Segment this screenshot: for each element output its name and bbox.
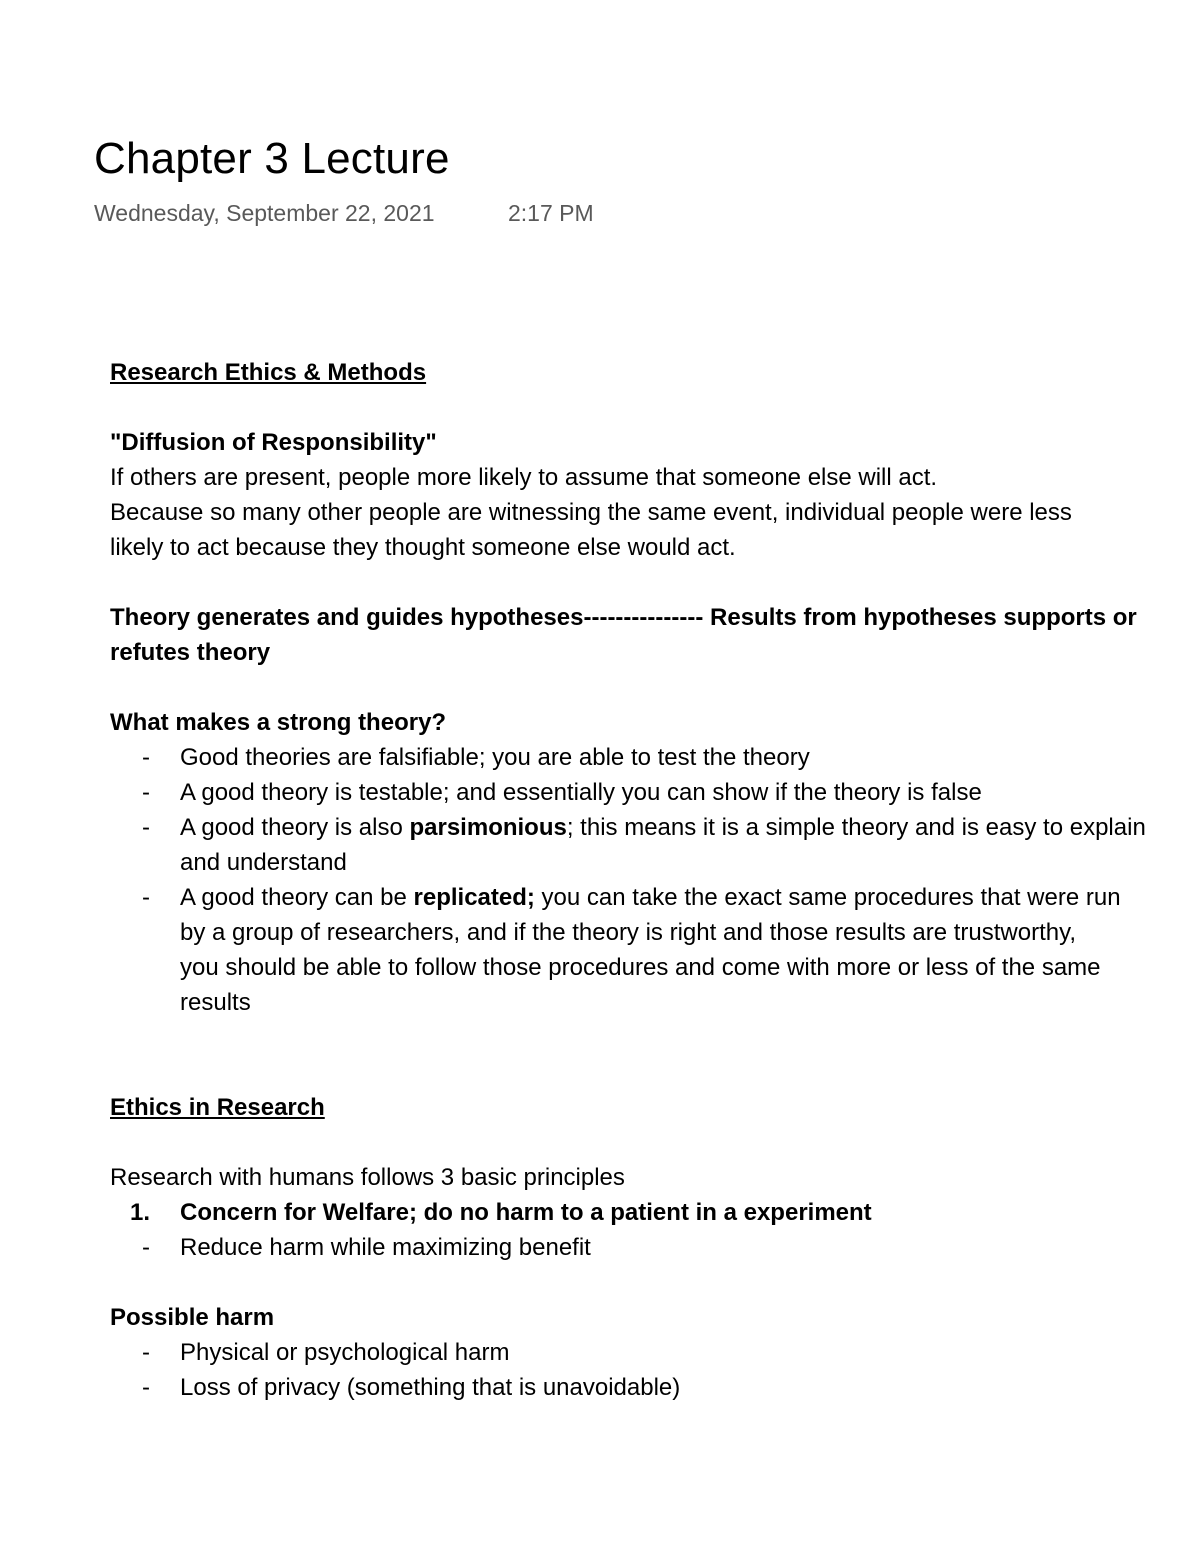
page-date: Wednesday, September 22, 2021 xyxy=(94,200,435,226)
list-item xyxy=(110,1195,1200,1230)
principle-sub-list xyxy=(110,1230,1200,1265)
paragraph-line: If others are present, people more likely to assume that someone else will act. xyxy=(110,464,938,491)
page-title: Chapter 3 Lecture xyxy=(94,134,450,183)
theory-statement: Theory generates and guides hypotheses--------------- Results from hypotheses supports or xyxy=(110,604,1137,631)
dash-bullet: - xyxy=(142,1234,150,1261)
list-item xyxy=(110,1230,1200,1265)
list-item-text: A good theory is also xyxy=(180,814,410,841)
dash-bullet: - xyxy=(142,814,150,841)
list-item-text: ; this means it is a simple theory and is easy to explain xyxy=(566,814,1146,841)
spacer xyxy=(110,1020,1200,1090)
paragraph-line: likely to act because they thought someone else would act. xyxy=(110,534,736,561)
dash-bullet: - xyxy=(142,884,150,911)
list-number: 1. xyxy=(130,1199,151,1226)
dash-bullet: - xyxy=(142,779,150,806)
theory-statement: refutes theory xyxy=(110,639,271,666)
possible-harm-list xyxy=(110,1335,1200,1405)
principles-list xyxy=(110,1195,1200,1230)
dash-bullet: - xyxy=(142,1374,150,1401)
list-item xyxy=(110,775,1200,810)
page-time: 2:17 PM xyxy=(508,200,594,226)
list-item-text: you can take the exact same procedures that were run xyxy=(534,884,1121,911)
list-item-text: you should be able to follow those procedures and come with more or less of the same xyxy=(180,954,1101,981)
strong-theory-question: What makes a strong theory? xyxy=(110,709,447,736)
note-body xyxy=(110,355,1200,1405)
list-item-bold-term: parsimonious xyxy=(409,814,567,841)
list-item-text: A good theory is testable; and essentially you can show if the theory is false xyxy=(180,779,982,806)
spacer xyxy=(110,670,1200,705)
list-item-bold-term: replicated; xyxy=(413,884,535,911)
section-heading-research-ethics: Research Ethics & Methods xyxy=(110,359,427,386)
spacer xyxy=(110,1125,1200,1160)
list-item xyxy=(110,810,1200,880)
list-item-text: Loss of privacy (something that is unavoidable) xyxy=(180,1374,681,1401)
list-item-text: results xyxy=(180,989,251,1016)
paragraph-line: Because so many other people are witnessing the same event, individual people were less xyxy=(110,499,1072,526)
dash-bullet: - xyxy=(142,744,150,771)
list-item xyxy=(110,1335,1200,1370)
list-item xyxy=(110,1370,1200,1405)
spacer xyxy=(110,390,1200,425)
list-item-text: Physical or psychological harm xyxy=(180,1339,510,1366)
list-item-text: and understand xyxy=(180,849,347,876)
spacer xyxy=(110,565,1200,600)
term-diffusion: "Diffusion of Responsibility" xyxy=(110,429,437,456)
principle-text: Concern for Welfare; do no harm to a patient in a experiment xyxy=(180,1199,872,1226)
list-item-text: Reduce harm while maximizing benefit xyxy=(180,1234,591,1261)
list-item-text: A good theory can be xyxy=(180,884,414,911)
strong-theory-list xyxy=(110,740,1200,1020)
spacer xyxy=(110,1265,1200,1300)
list-item-text: Good theories are falsifiable; you are able to test the theory xyxy=(180,744,810,771)
principles-intro: Research with humans follows 3 basic principles xyxy=(110,1164,625,1191)
possible-harm-heading: Possible harm xyxy=(110,1304,275,1331)
list-item-text: by a group of researchers, and if the theory is right and those results are trustworthy, xyxy=(180,919,1077,946)
dash-bullet: - xyxy=(142,1339,150,1366)
section-heading-ethics-in-research: Ethics in Research xyxy=(110,1094,325,1121)
list-item xyxy=(110,740,1200,775)
list-item xyxy=(110,880,1200,1020)
